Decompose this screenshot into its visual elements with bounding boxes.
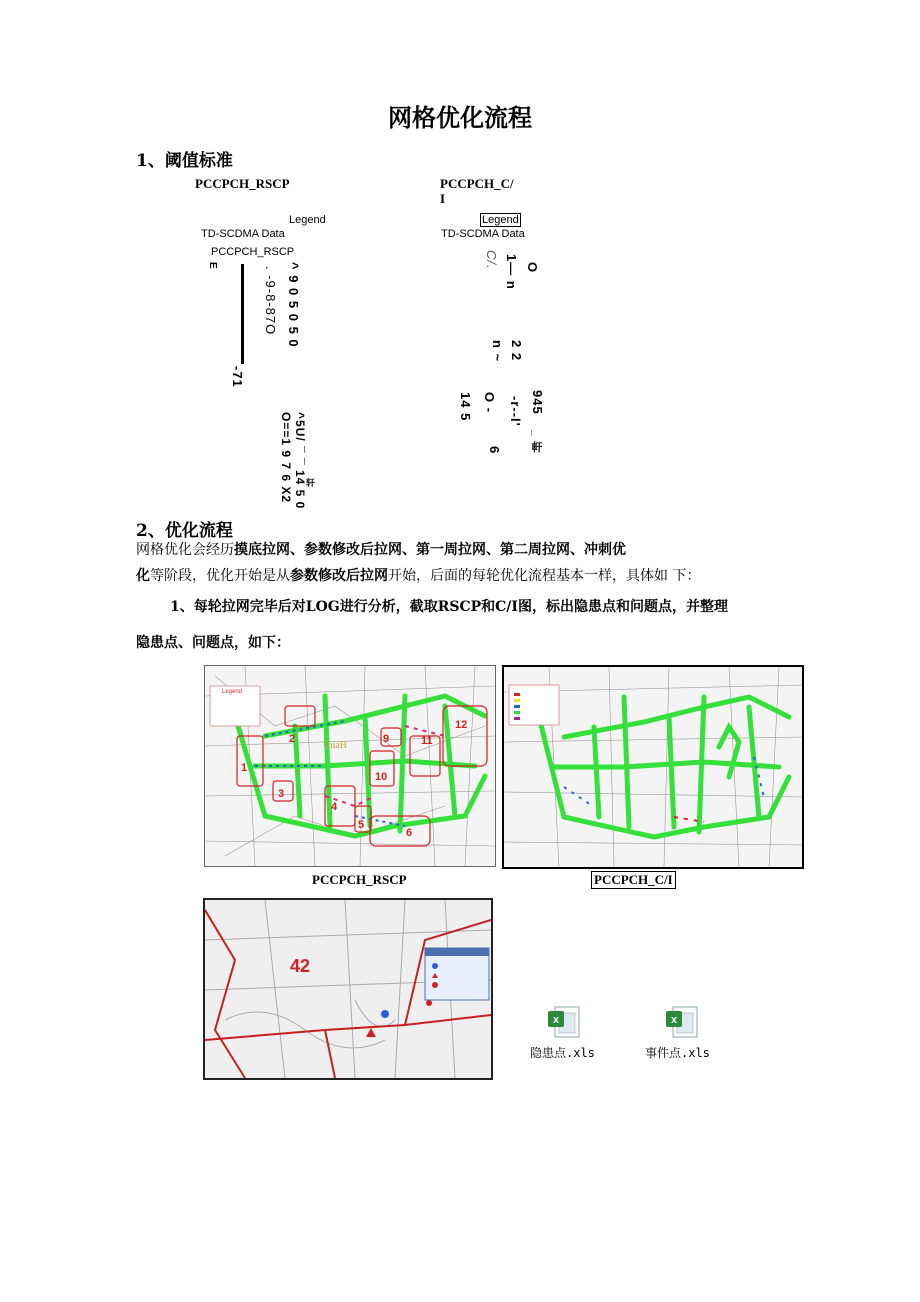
rscp-vtext-3: -71 [230,366,245,388]
rscp-data-label: TD-SCDMA Data [201,228,285,240]
map-number: 12 [455,719,468,731]
map-number: 1 [241,762,248,774]
svg-text:x: x [552,1014,560,1026]
risk-point-marker [366,1028,376,1037]
ci-vtext-4: 2 2 [509,340,524,362]
problem-map-svg [205,900,491,1078]
ci-vtext-9: 945 [530,390,545,415]
map-number: 4 [331,801,338,813]
para-text: 开始，后面的每轮优化流程基本一样，具体如 下： [388,568,701,584]
section2-paragraph-line1 [136,537,626,563]
para-text: 等阶段，优化开始是从 [150,568,290,584]
para-bold-text: 参数修改后拉网 [290,568,388,584]
rscp-sub-label: PCCPCH_RSCP [211,246,295,258]
step1-line1: 1、每轮拉网完毕后对LOG进行分析，截取RSCP和C/I图，标出隐患点和问题点，并整理 [170,599,728,615]
rscp-vtext-2: . -9-8-87O [263,266,278,336]
para-text: 网格优化会经历 [136,542,234,558]
svg-text:x: x [670,1014,678,1026]
ci-legend: Legend [482,214,519,226]
ci-vtext-11: _ 軒 [530,430,542,454]
map-number: 3 [278,788,285,800]
ci-map-image [502,665,804,869]
rscp-map-overlay: UuaH [323,740,347,751]
section2-heading: 2、优化流程 [136,521,233,541]
ci-vtext-7: O - [482,392,497,414]
ci-vtext-2: 1— n [504,254,519,290]
ci-vtext-6: 14 5 [458,392,473,422]
map-number: 2 [289,733,296,745]
map-area-number: 42 [290,956,311,976]
rscp-map-svg [205,666,495,866]
map-number: 9 [383,733,390,745]
rscp-map-image [204,665,496,867]
event-file-name[interactable]: 事件点.xls [645,1046,710,1060]
problem-point-marker [381,1010,389,1018]
problem-area-map [203,898,493,1080]
para-bold-text: 摸底拉网、参数修改后拉网、第一周拉网、第二周拉网、冲刺优 [234,542,626,558]
para-bold-text: 化 [136,568,150,584]
ci-label-line1: PCCPCH_C/ [440,176,514,191]
event-file[interactable] [665,1005,701,1045]
hidden-risk-file[interactable] [547,1005,583,1045]
rscp-vtext-7: 轩 [305,478,315,488]
page-title: 网格优化流程 [388,103,532,132]
map-number: 10 [375,771,388,783]
map-number: 11 [421,735,433,747]
hidden-risk-file-name[interactable]: 隐患点.xls [530,1046,595,1060]
rscp-vtext-4: O==1 9 7 6 X2 [279,412,293,504]
rscp-vtext-5: ^5U/ ¯ ¯ 14 5 0 [293,412,307,510]
ci-map-caption: PCCPCH_C/I [591,871,676,889]
ci-map-svg [504,667,802,867]
rscp-vtext-1: ^ 9 0 5 0 5 0 [286,262,301,348]
ci-vtext-10: 6 [487,446,502,455]
map-number: 6 [406,827,413,839]
section1-heading: 1、阈值标准 [136,151,233,171]
ci-label-line2: I [440,191,446,206]
excel-file-icon [547,1005,583,1041]
rscp-legend: Legend [289,214,326,226]
ci-data-label: TD-SCDMA Data [441,228,525,240]
rscp-scale-bar [241,264,244,364]
rscp-label: PCCPCH_RSCP [195,176,290,191]
ci-vtext-3: O [525,262,540,274]
step1-line2: 隐患点、问题点，如下： [136,635,290,651]
rscp-map-legend: Legend [222,689,243,695]
map-number: 5 [358,819,365,831]
section2-paragraph-line2 [136,563,700,589]
ci-vtext-8: -r--l' [508,396,523,427]
rscp-vtext-6: E [207,262,218,270]
ci-vtext-1: C/. [484,250,499,270]
ci-vtext-5: n ~ [490,340,505,363]
event-point-marker [426,1000,432,1006]
excel-file-icon [665,1005,701,1041]
rscp-map-caption: PCCPCH_RSCP [312,872,407,887]
